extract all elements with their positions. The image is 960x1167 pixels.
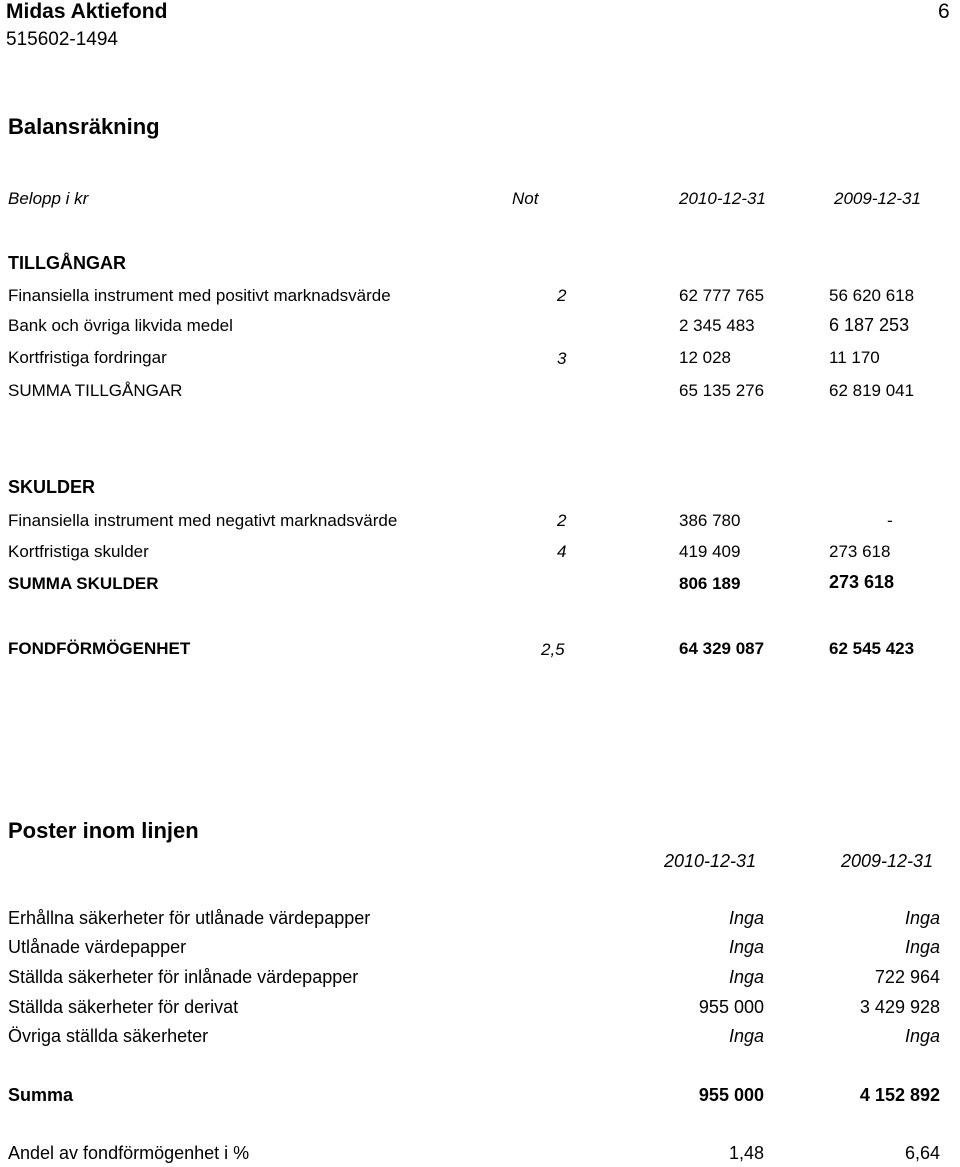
share-label: Andel av fondförmögenhet i % <box>8 1143 250 1163</box>
row-current: 62 777 765 <box>679 286 765 305</box>
row-previous: 6 187 253 <box>829 315 910 335</box>
row-label: Ställda säkerheter för derivat <box>8 997 239 1017</box>
liabilities-heading: SKULDER <box>8 477 96 497</box>
off-balance-total-previous: 4 152 892 <box>859 1085 940 1105</box>
column-note-header: Not <box>512 189 539 208</box>
column-label-header: Belopp i kr <box>8 189 89 208</box>
row-label: Övriga ställda säkerheter <box>8 1026 209 1046</box>
row-note: 2 <box>557 286 567 305</box>
row-previous: 273 618 <box>829 542 891 561</box>
row-label: Erhållna säkerheter för utlånade värdepapper <box>8 908 371 928</box>
row-current: 955 000 <box>698 997 764 1017</box>
row-current: 386 780 <box>679 511 741 530</box>
row-previous: 56 620 618 <box>829 286 915 305</box>
off-balance-previous-header: 2009-12-31 <box>841 851 934 871</box>
liabilities-total-label: SUMMA SKULDER <box>8 574 159 593</box>
row-current: 2 345 483 <box>679 316 755 335</box>
assets-heading: TILLGÅNGAR <box>8 253 126 273</box>
share-current: 1,48 <box>728 1143 764 1163</box>
fund-assets-previous: 62 545 423 <box>829 639 915 658</box>
row-label: Finansiella instrument med negativt marknadsvärde <box>8 511 398 530</box>
row-label: Kortfristiga skulder <box>8 542 149 561</box>
row-previous: 722 964 <box>874 967 940 987</box>
off-balance-total-current: 955 000 <box>698 1085 764 1105</box>
column-current-header: 2010-12-31 <box>679 189 766 208</box>
assets-total-current: 65 135 276 <box>679 381 765 400</box>
row-current: 12 028 <box>679 348 731 367</box>
assets-total-label: SUMMA TILLGÅNGAR <box>8 381 183 400</box>
fund-assets-note: 2,5 <box>541 640 565 659</box>
row-note: 2 <box>557 511 567 530</box>
off-balance-total-label: Summa <box>8 1085 74 1105</box>
row-current: Inga <box>728 937 764 957</box>
row-current: Inga <box>728 908 764 928</box>
row-current: Inga <box>728 967 764 987</box>
liabilities-total-current: 806 189 <box>679 574 741 593</box>
off-balance-current-header: 2010-12-31 <box>664 851 757 871</box>
row-previous: Inga <box>904 937 940 957</box>
row-label: Kortfristiga fordringar <box>8 348 167 367</box>
row-note: 4 <box>557 542 567 561</box>
row-note: 3 <box>557 349 567 368</box>
org-number: 515602-1494 <box>6 29 118 50</box>
row-label: Finansiella instrument med positivt marknadsvärde <box>8 286 391 305</box>
column-previous-header: 2009-12-31 <box>834 189 921 208</box>
row-label: Utlånade värdepapper <box>8 937 187 957</box>
row-label: Ställda säkerheter för inlånade värdepapper <box>8 967 359 987</box>
row-previous: - <box>887 511 893 530</box>
fund-assets-label: FONDFÖRMÖGENHET <box>8 639 191 658</box>
page-number: 6 <box>938 0 950 23</box>
balance-sheet-title: Balansräkning <box>8 114 160 139</box>
row-previous: Inga <box>904 908 940 928</box>
fund-assets-current: 64 329 087 <box>679 639 765 658</box>
assets-total-previous: 62 819 041 <box>829 381 915 400</box>
off-balance-title: Poster inom linjen <box>8 818 199 843</box>
row-previous: 11 170 <box>829 348 880 367</box>
row-current: Inga <box>728 1026 764 1046</box>
liabilities-total-previous: 273 618 <box>829 572 895 592</box>
fund-name: Midas Aktiefond <box>6 0 168 23</box>
row-previous: Inga <box>904 1026 940 1046</box>
share-previous: 6,64 <box>904 1143 940 1163</box>
row-label: Bank och övriga likvida medel <box>8 316 233 335</box>
row-current: 419 409 <box>679 542 741 561</box>
row-previous: 3 429 928 <box>859 997 940 1017</box>
